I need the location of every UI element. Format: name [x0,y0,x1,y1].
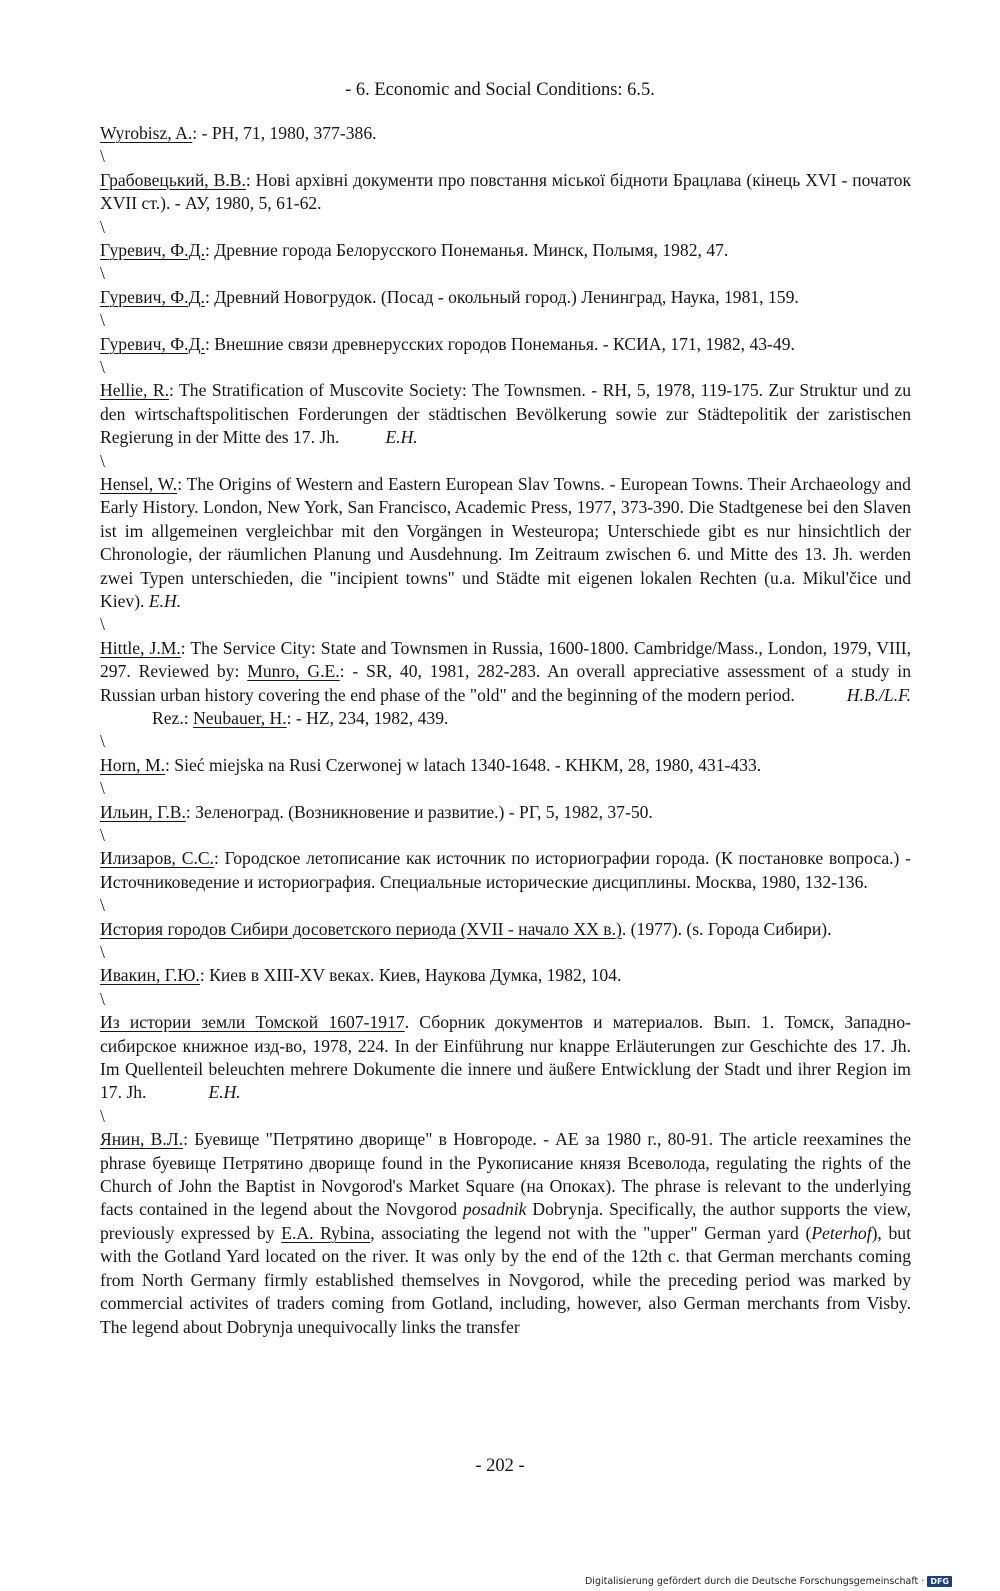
entry-separator: \ [100,146,105,167]
entry-author: Horn, M. [100,754,165,775]
bib-entry [100,637,911,731]
bib-entry [100,122,911,145]
entry-separator: \ [100,1105,105,1126]
entry-author: Гуревич, Ф.Д. [100,240,205,260]
entry-author: Янин, В.Л. [100,1129,184,1150]
bib-entry [100,379,911,449]
entry-separator: \ [100,895,105,916]
reviewer-initials: E.H. [148,591,182,612]
bib-entry [100,918,911,941]
entry-separator: \ [100,263,105,284]
rez-label: Rez.: [152,708,194,729]
entry-text: : - SR, 40, 1981, 282-283. An overall appreciative assessment of a study in Russian urban history covering the end phase of the "old" and the beginning of the modern period. [100,661,911,705]
entry-separator: \ [100,778,105,799]
entry-text: : The Service City: State and Townsmen in Russia, 1600-1800. Cambridge/Mass., London, 1979, VIII, 297. Reviewed by: [100,637,912,682]
entry-text: : Древние города Белорусского Понеманья. Минск, Полымя, 1982, 47. [204,240,729,260]
dfg-logo-icon: DFG [927,1576,952,1587]
entry-separator: \ [100,357,105,377]
bib-entry [100,964,911,987]
entry-separator: \ [100,450,105,471]
entry-text: ), but with the Gotland Yard located on the river. It was only by the end of the 12th c. that German merchants coming from North Germany firmly established themselves in Novgorod, while the preceding period was marked by commercial activites of traders coming from Gotland, including, however, also German merchants from Visby. The legend about Dobrynja unequivocally links the transfer [100,1222,911,1337]
entry-title: История городов Сибири досоветского периода (XVII - начало XX в.) [100,918,622,939]
bib-entry [100,169,911,216]
entry-author: Wyrobisz, A. [100,123,193,143]
reviewer-name: Neubauer, H. [193,708,287,729]
reviewer-initials: H.B./L.F. [846,684,911,705]
entry-text: : Нові архівні документи про повстання міської бідноти Брацлава (кінець XVI - початок XVII ст.). - АУ, 1980, 5, 61-62. [100,169,912,214]
entry-author: Ивакин, Г.Ю. [100,965,200,986]
bib-entry [100,473,911,613]
bibliography-list [100,122,911,1339]
entry-text: : Городское летописание как источник по историографии города. (К постановке вопроса.) - Источниковедение и историография. Специальные исторические дисциплины. Москва, 1980, 132-136. [100,848,912,892]
entry-separator: \ [100,216,105,237]
entry-separator: \ [100,731,105,752]
entry-text: : - PH, 71, 1980, 377-386. [192,123,377,143]
reviewer-name: Munro, G.E. [247,661,340,682]
entry-author: Грабовецький, В.В. [100,169,246,190]
entry-text: : The Stratification of Muscovite Society: The Townsmen. - RH, 5, 1978, 119-175. Zur Struktur und zu den wirtschaftspolitischen Forderungen der städtischen Bevölkerung sowie zur Städtepolitik der zaristischen Regierung in der Mitte des 17. Jh. [100,380,911,448]
entry-text: : Киев в XIII-XV веках. Киев, Наукова Думка, 1982, 104. [199,965,622,986]
entry-separator: \ [100,310,105,331]
term-posadnik: posadnik [462,1199,527,1220]
bib-entry [100,801,911,824]
entry-text: : - HZ, 234, 1982, 439. [286,708,449,729]
bib-entry [100,754,911,777]
reviewer-initials: E.H. [385,427,418,448]
entry-text: : The Origins of Western and Eastern European Slav Towns. - European Towns. Their Archaeology and Early History. London, New York, San Francisco, Academic Press, 1977, 373-390. Die Stadtgenese bei den Slaven ist im allgemeinen vergleichbar mit den Vorgängen in Westeuropa; Unterschiede gibt es nur hinsichtlich der Chronologie, der räumlichen Planung und Ausdehnung. Im Zeitraum zwischen 6. und Mitte des 13. Jh. werden zwei Typen unterschieden, die "incipient towns" und Städte mit eigenen lokalen Rechten (u.a. Mikul'čice und Kiev). [100,474,911,612]
entry-author: Гуревич, Ф.Д. [100,333,205,354]
entry-text: Dobrynja. Specifically, the author supports the view, previously expressed by [100,1199,911,1243]
separator-dot: · [921,1576,925,1587]
entry-title: Из истории земли Томской 1607-1917 [100,1012,405,1033]
bib-entry [100,847,911,894]
entry-author: Гуревич, Ф.Д. [100,286,205,307]
digitization-credit [585,1576,952,1587]
entry-author: Ильин, Г.В. [100,801,186,822]
bib-entry [100,1128,911,1339]
entry-author: Илизаров, С.С. [100,848,214,869]
bib-entry [100,239,911,262]
entry-text: : Внешние связи древнерусских городов Понеманья. - КСИА, 171, 1982, 43-49. [204,333,795,354]
entry-text: . (1977). (s. Города Сибири). [621,918,832,939]
page-number: - 202 - [475,1456,525,1476]
entry-text: : Буевище "Петрятино дворище" в Новгороде. - АЕ за 1980 г., 80-91. The article reexamines the phrase буевище Петрятино дворище found in the Рукописание князя Всеволода, regulating the rights of the Church of John the Baptist in Novgorod's Market Square (на Опоках). The phrase is relevant to the underlying facts contained in the legend about the Novgorod [100,1129,912,1220]
entry-author: Hensel, W. [100,474,178,494]
page-header: - 6. Economic and Social Conditions: 6.5. [345,80,655,100]
entry-separator: \ [100,942,105,963]
bib-entry [100,1011,911,1105]
entry-text: , associating the legend not with the "upper" German yard ( [370,1222,812,1243]
entry-author: Hittle, J.M. [100,637,181,658]
term-peterhof: Peterhof [811,1222,872,1243]
entry-text: : Древний Новогрудок. (Посад - окольный город.) Ленинград, Наука, 1981, 159. [204,286,799,307]
entry-author: Hellie, R. [100,380,169,401]
entry-text: . Сборник документов и материалов. Вып. 1. Томск, Западно-сибирское книжное изд-во, 1978, 224. In der Einführung nur knappe Erläuterungen zur Geschichte des 17. Jh. Im Quellenteil beleuchten mehrere Dokumente die innere und äußere Entwicklung der Stadt und ihrer Region im 17. Jh. [100,1012,911,1103]
entry-separator: \ [100,825,105,846]
entry-text: : Зеленоград. (Возникновение и развитие.) - РГ, 5, 1982, 37-50. [185,801,653,822]
bib-entry [100,333,911,356]
reviewer-initials: E.H. [208,1082,241,1103]
bib-entry [100,286,911,309]
entry-separator: \ [100,988,105,1009]
referenced-author: E.A. Rybina [281,1222,371,1243]
digitization-text: Digitalisierung gefördert durch die Deutsche Forschungsgemeinschaft [584,1576,919,1587]
entry-separator: \ [100,614,105,635]
entry-text: : Sieć miejska na Rusi Czerwonej w latach 1340-1648. - KHKM, 28, 1980, 431-433. [165,754,762,775]
